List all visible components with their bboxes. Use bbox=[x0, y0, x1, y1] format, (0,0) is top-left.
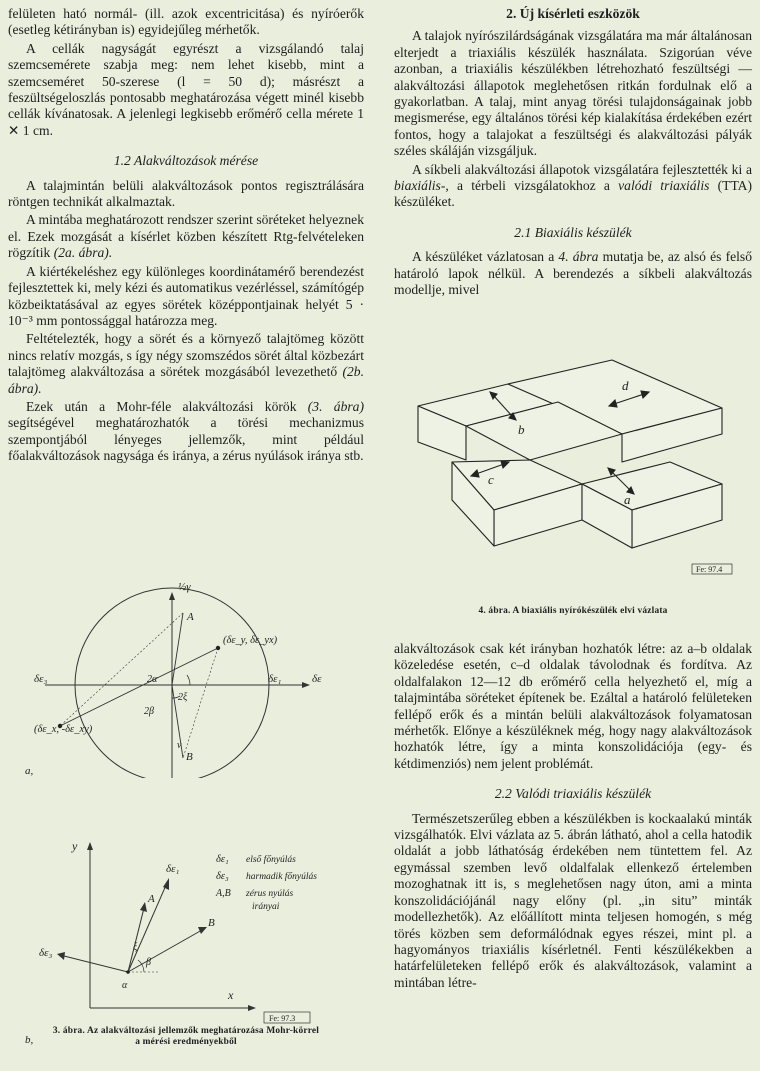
label-e1: δε₁ bbox=[268, 673, 282, 685]
paragraph bbox=[394, 249, 752, 298]
text: segítségével meghatározhatók a törési mechanizmus szempontjából lényeges jellemzők, mint például főalakváltozások nagysága és iránya, a zérus nyúlások iránya stb. bbox=[8, 415, 364, 464]
stamp-text: Fe: 97.4 bbox=[696, 565, 723, 574]
term: biaxiális- bbox=[394, 178, 446, 194]
label-2alpha: 2α bbox=[147, 674, 158, 685]
line-chord bbox=[60, 613, 183, 726]
figure-3a-mohr-circle bbox=[20, 578, 350, 778]
left-column bbox=[8, 6, 364, 465]
figure-ref: (2b. ábra). bbox=[8, 364, 364, 396]
label-B: B bbox=[186, 751, 193, 763]
paragraph: felületen ható normál- (ill. azok excentricitása) és nyíróerők (esetleg kétirányban is) egyidejűleg mérhetők. bbox=[8, 6, 364, 38]
term: valódi triaxiális bbox=[618, 178, 710, 194]
label-e3: δε₃ bbox=[39, 947, 53, 959]
paragraph: A cellák nagyságát egyrészt a vizsgálandó talaj szemcsemérete szabja meg: nem lehet kisebb, mint a szemcseméret 50-szerese (l = 50 d); másrészt a feszültségeloszlás pontosabb meghatározása végett minél kisebb cellák kívánatosak. A jelenlegi legkisebb erőmérő cella mérete 1 ✕ 1 cm. bbox=[8, 40, 364, 138]
text: Feltételezték, hogy a sörét és a környező talajtömeg között nincs relatív mozgás, s így négy szomszédos sörét által közbezárt talajtömeg alakváltozása a sörétek mozgásából levezethető bbox=[8, 331, 364, 380]
stamp-text: Fe: 97.3 bbox=[269, 1014, 296, 1023]
label-xi: ξ bbox=[133, 942, 138, 953]
text: (TTA) készüléket. bbox=[394, 178, 753, 210]
label-2xi: 2ξ bbox=[178, 692, 188, 703]
paragraph bbox=[8, 399, 364, 465]
section-heading-1-2: 1.2 Alakváltozások mérése bbox=[113, 153, 259, 169]
section-heading-2-1: 2.1 Biaxiális készülék bbox=[514, 224, 632, 240]
label-point-top: (δε_y, δε_yx) bbox=[223, 635, 278, 646]
caption-line: a mérési eredményekből bbox=[135, 1037, 237, 1047]
figure-4-biaxial-device bbox=[400, 350, 750, 590]
paragraph: alakváltozások csak két irányban hozhatók létre: az a–b oldalak közeledése esetén, c–d oldalak távolodnak és fordítva. Az oldalfalakon 12—12 db erőmérő cella helyezhető el, míg a talajmintába söréteket építenek be. Ezáltal a határoló felületeken fellépő erők és a mintán belüli alakváltozások folyamatosan mérhetők. Előnye a készüléknek még, hogy nagy alakváltozások hozhatók létre, így a minta konszolidációja (egy- és kétdimenziós) nem jelent problémát. bbox=[394, 641, 752, 771]
figure-3-caption bbox=[4, 1026, 368, 1048]
label-A: A bbox=[187, 611, 194, 623]
label-beta: β bbox=[146, 957, 151, 968]
arrowhead bbox=[140, 902, 147, 912]
label-axis-eps: δε bbox=[312, 673, 322, 685]
label-gamma: ½γ bbox=[178, 581, 191, 593]
axis-arrow bbox=[302, 682, 310, 688]
label-y: y bbox=[72, 839, 78, 853]
line-to-A bbox=[172, 613, 183, 685]
label-x: x bbox=[228, 988, 234, 1002]
arrowhead bbox=[198, 927, 207, 934]
legend-txt-ab: zérus nyúlás bbox=[246, 889, 294, 899]
text: A készüléket vázlatosan a bbox=[412, 249, 555, 265]
axis-arrow bbox=[248, 1005, 256, 1011]
legend-txt-e1: első főnyúlás bbox=[246, 855, 296, 865]
paragraph: Természetszerűleg ebben a készülékben is kockaalakú minták vizsgálhatók. Elvi vázlata az 5. ábrán látható, ahol a cella hatodik oldalát a jobb láthatóság érdekében nem tüntettem fel. Az egymással szemben levő oldalfalak ellenkező értelemben mozoghatnak itt is, s meglehetősen nagy úton, ami a minta konszolidációjánál nagy előny (pl. „in situ” minták modellezhetők). Az előállított minta teljesen homogén, s még törés közben sem deformálódnak egyes részei, mint pl. a hagyományos triaxiális kísérletnél. Fenti készülékekben a határfelületeken fellépő erők és alakváltozások, valamint a mintában létre- bbox=[394, 810, 752, 990]
axis-arrow bbox=[169, 592, 175, 600]
legend-txt-ab-2: irányai bbox=[252, 902, 280, 912]
section-heading-2: 2. Új kísérleti eszközök bbox=[506, 6, 640, 21]
label-A: A bbox=[148, 893, 155, 905]
text: Ezek után a Mohr-féle alakváltozási körök bbox=[26, 398, 297, 414]
arrowhead bbox=[57, 952, 65, 960]
paragraph: A talajok nyírószilárdságának vizsgálatára ma már általánosan elterjedt a triaxiális készülék használata. Szigorúan véve azonban, a triaxiális készülékben létrehozható feszültségi — alakváltozási állapotok meglehetősen ritkán fordulnak elő a gyakorlatban. A talaj, mint anyag törési tulajdonságainak jobb megismerése, egy általános törési kép kialakítása érdekében ezért fontos, hogy a talajokat a feszültségi és alakváltozási pályák széles skáláján vizsgáljuk. bbox=[394, 28, 752, 159]
angle-arc bbox=[187, 675, 190, 685]
label-2beta: 2β bbox=[144, 706, 154, 717]
label-b: b bbox=[518, 422, 525, 437]
label-a: a bbox=[624, 492, 631, 507]
vector-e3 bbox=[64, 956, 128, 972]
label-nu: ν bbox=[177, 740, 182, 751]
label-c: c bbox=[488, 472, 494, 487]
figure-ref: (2a. ábra). bbox=[53, 245, 113, 261]
text: , a térbeli vizsgálatokhoz a bbox=[445, 178, 610, 194]
right-column-top bbox=[394, 6, 752, 299]
panel-label-b: b, bbox=[25, 1034, 34, 1046]
label-alpha: α bbox=[122, 980, 128, 991]
vector-B bbox=[128, 930, 202, 972]
legend-sym-e3: δε₃ bbox=[216, 871, 229, 882]
paragraph bbox=[8, 212, 364, 261]
right-column-bottom bbox=[394, 641, 752, 991]
diameter-line bbox=[60, 648, 218, 726]
line-chord bbox=[183, 648, 218, 758]
paragraph bbox=[394, 162, 752, 211]
label-d: d bbox=[622, 378, 629, 393]
text: A mintába meghatározott rendszer szerint söréteket helyeznek el. Ezek mozgását a kísérlet közben készített Rtg-felvételeken rögzítik bbox=[8, 212, 364, 261]
label-point-left: (δε_x, -δε_xy) bbox=[34, 724, 93, 735]
label-e3: δε₃ bbox=[34, 673, 48, 685]
axis-arrow bbox=[87, 842, 93, 850]
paragraph: A talajmintán belüli alakváltozások pontos regisztrálására röntgen technikát alkalmaztak. bbox=[8, 177, 364, 210]
caption-line: 3. ábra. Az alakváltozási jellemzők meghatározása Mohr-körrel bbox=[52, 1026, 320, 1036]
text: A síkbeli alakváltozási állapotok vizsgálatára fejlesztették ki a bbox=[412, 161, 752, 177]
label-e1: δε₁ bbox=[166, 863, 180, 875]
point-marker bbox=[216, 646, 220, 650]
paragraph bbox=[8, 331, 364, 397]
section-heading-2-2: 2.2 Valódi triaxiális készülék bbox=[494, 786, 652, 802]
label-B: B bbox=[208, 917, 215, 929]
panel-label-a: a, bbox=[25, 765, 34, 777]
legend-txt-e3: harmadik főnyúlás bbox=[246, 872, 317, 882]
figure-4-caption: 4. ábra. A biaxiális nyírókészülék elvi vázlata bbox=[478, 606, 668, 616]
figure-3b-strain-directions bbox=[20, 838, 350, 1048]
paragraph: A kiértékeléshez egy különleges koordinátamérő berendezést fejlesztettek ki, mely kézi és automatikus vezérléssel, számítógép közbeiktatásával az egyes sörétek középpontjainak helyét 5 · 10⁻³ mm pontossággal határozza meg. bbox=[8, 263, 364, 328]
origin-marker bbox=[126, 970, 130, 974]
text: mutatja be, az alsó és felső határoló lapok nélkül. A berendezés a síkbeli alakváltozás modellje, mivel bbox=[394, 249, 752, 298]
figure-ref: 4. ábra bbox=[558, 249, 599, 265]
figure-ref: (3. ábra) bbox=[307, 398, 364, 414]
legend-sym-e1: δε₁ bbox=[216, 854, 229, 865]
legend-sym-ab: A,B bbox=[216, 888, 231, 899]
arrowhead bbox=[163, 878, 169, 890]
